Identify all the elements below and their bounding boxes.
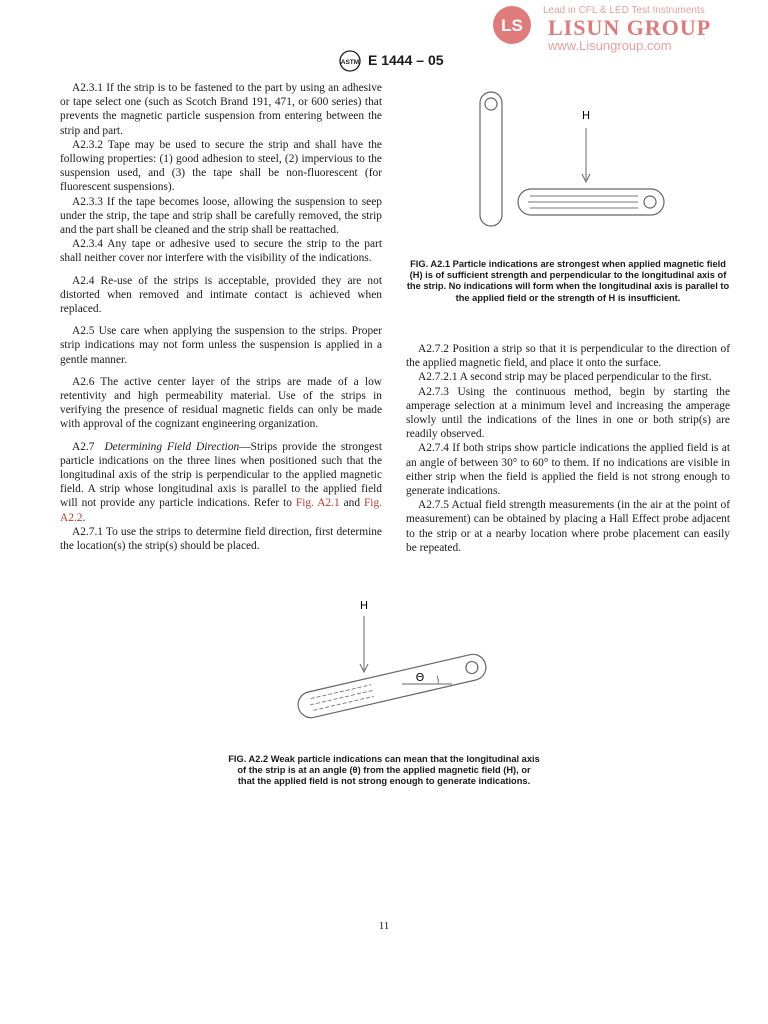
para-a2-7: [60, 440, 382, 525]
figure-a2-2-caption: FIG. A2.2 Weak particle indications can mean that the longitudinal axis of the strip is at an angle (θ) from the applied magnetic field (H), or that the applied field is not strong enough to generate indications.: [228, 754, 540, 787]
astm-logo-icon: [339, 50, 361, 72]
para-a2-7-3: A2.7.3 Using the continuous method, begin by starting the amperage selection at a minimum level and increasing the amperage slowly until the indications of the lines in one or both strip(s) are readily observed.: [406, 385, 730, 441]
para-a2-3-3: A2.3.3 If the tape becomes loose, allowing the suspension to seep under the strip, the tape and strip shall be carefully removed, the strip and the part shall be cleaned and the strip shall be reattached.: [60, 195, 382, 237]
para-a2-4: A2.4 Re-use of the strips is acceptable, provided they are not distorted when removed and intimate contact is achieved when replaced.: [60, 274, 382, 316]
para-a2-7-4: A2.7.4 If both strips show particle indications the applied field is at an angle of between 30° to 60° to them. If no indications are visible in either strip when the field is applied the field is not strong enough to generate indications.: [406, 442, 730, 498]
theta-label: Θ: [415, 671, 425, 684]
angled-strip: [296, 652, 489, 721]
para-a2-7-end: .: [82, 511, 86, 524]
para-a2-7-number: A2.7: [72, 440, 95, 453]
vertical-strip: [480, 92, 502, 226]
fig-a2-2-link[interactable]: Fig. A2.2: [60, 497, 382, 524]
angled-strip-hole: [465, 660, 479, 674]
para-a2-7-and: and: [339, 497, 364, 510]
indication-line-2: [310, 690, 374, 705]
figure-a2-1-caption: FIG. A2.1 Particle indications are strongest when applied magnetic field (H) is of sufficient strength and perpendicular to the longitudinal axis of the strip. No indications will form when the longitudinal axis is parallel to the applied field or the strength of H is insufficient.: [406, 259, 730, 303]
horizontal-strip-hole: [644, 196, 656, 208]
para-a2-3-1: A2.3.1 If the strip is to be fastened to the part by using an adhesive or tape select one (such as Scotch Brand 191, 471, or 600 series) that prevents the magnetic particle suspension from entering between the strip and part.: [60, 82, 382, 137]
document-code: E 1444 – 05: [368, 52, 444, 68]
left-column: [60, 81, 382, 553]
para-a2-3-4: A2.3.4 Any tape or adhesive used to secure the strip to the part shall neither cover nor interfere with the visibility of the indications.: [60, 238, 382, 265]
indication-line-3: [313, 696, 373, 710]
para-a2-7-body: —Strips provide the strongest particle indications on the three lines when positioned such that the longitudinal axis of the strip is perpendicular to the applied magnetic field. A strip whose longitudinal axis is parallel to the applied field will not provide any particle indications. Refer to: [60, 440, 382, 510]
para-a2-6: A2.6 The active center layer of the strips are made of a low retentivity and high permeability material. Use of the strips in verifying the presence of residual magnetic fields can only be made with approval of the cognizant engineering organization.: [60, 375, 382, 431]
svg-text:ASTM: ASTM: [340, 59, 360, 66]
lisun-logo-icon: [491, 4, 533, 46]
para-a2-7-5: A2.7.5 Actual field strength measurements (in the air at the point of measurement) can be obtained by placing a Hall Effect probe adjacent to the strip or at a nearby location where probe placement can easily be repeated.: [406, 499, 730, 554]
watermark-name: LISUN GROUP: [548, 15, 712, 40]
para-a2-7-1: A2.7.1 To use the strips to determine field direction, first determine the location(s) the strip(s) should be placed.: [60, 525, 382, 553]
watermark-tagline: Lead in CFL & LED Test Instruments: [543, 5, 705, 16]
fig-a2-1-link[interactable]: Fig. A2.1: [295, 497, 340, 510]
right-column: [406, 342, 730, 555]
field-h-label: H: [359, 599, 369, 612]
field-h-label: H: [581, 109, 591, 122]
vertical-strip-hole: [485, 98, 497, 110]
para-a2-7-title: Determining Field Direction: [104, 440, 240, 453]
para-a2-7-2: A2.7.2 Position a strip so that it is perpendicular to the direction of the applied magnetic field, and place it onto the surface.: [406, 343, 730, 370]
angle-arc: [437, 676, 438, 684]
svg-text:LS: LS: [501, 16, 523, 35]
indication-line-1: [311, 685, 371, 699]
page-number: 11: [378, 920, 390, 932]
figure-a2-2: [292, 596, 492, 722]
watermark-url: www.Lisungroup.com: [548, 38, 672, 53]
para-a2-7-2-1: A2.7.2.1 A second strip may be placed perpendicular to the first.: [418, 371, 712, 384]
para-a2-3-2: A2.3.2 Tape may be used to secure the strip and shall have the following properties: (1) good adhesion to steel, (2) impervious to the suspension used, and (3) the tape shall be non-fluorescent (for fluorescent suspensions).: [60, 138, 382, 194]
figure-a2-1: [470, 86, 676, 234]
para-a2-5: A2.5 Use care when applying the suspension to the strips. Proper strip indications may not form unless the suspension is applied in a gentle manner.: [60, 325, 382, 366]
